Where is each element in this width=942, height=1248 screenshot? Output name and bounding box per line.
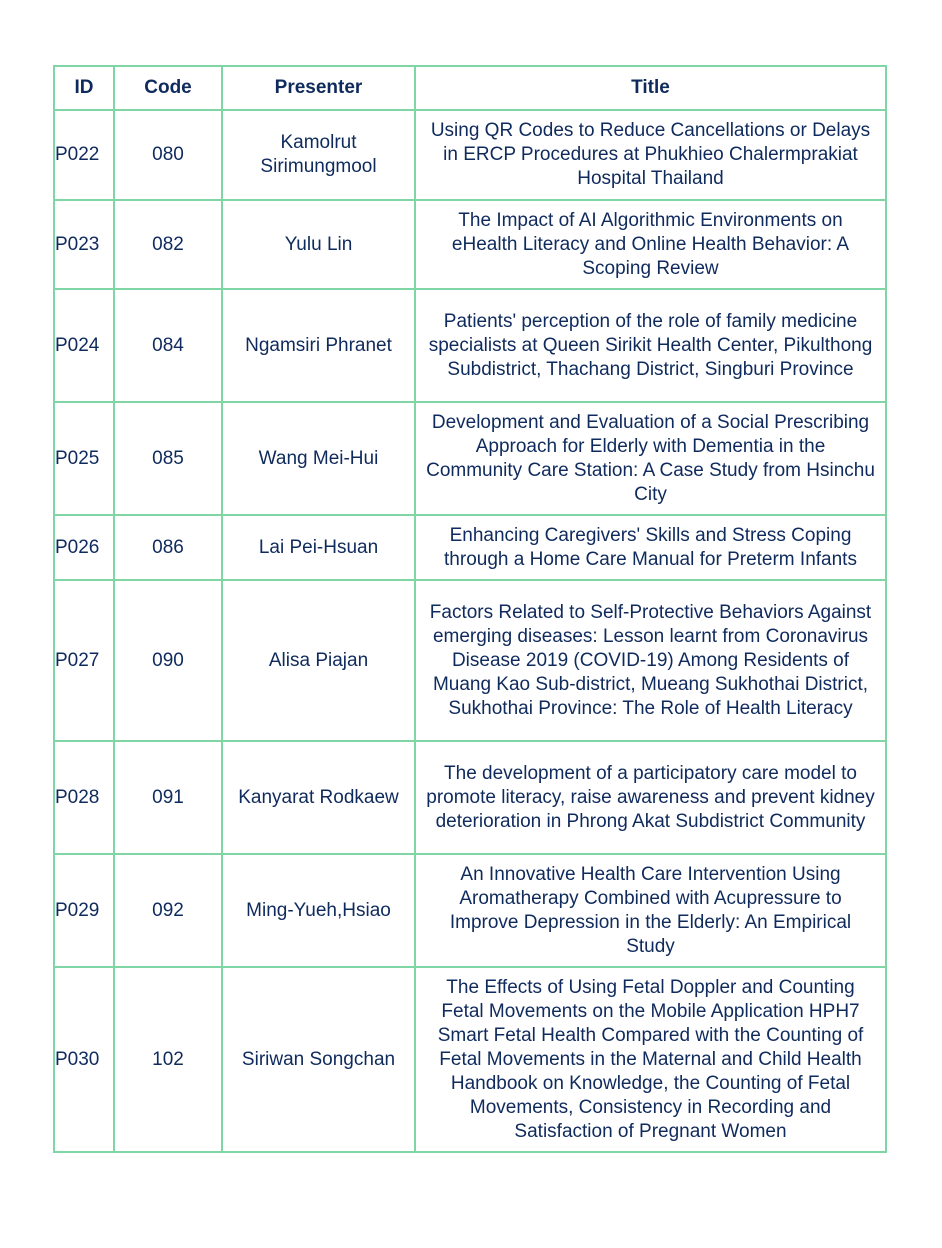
cell-id: P027 (54, 580, 114, 741)
header-code: Code (114, 66, 222, 110)
table-row (54, 515, 886, 580)
cell-code: 090 (114, 580, 222, 741)
table-row (54, 200, 886, 289)
cell-presenter: Wang Mei-Hui (222, 402, 415, 515)
cell-presenter: Ming-Yueh,Hsiao (222, 854, 415, 967)
table-row (54, 402, 886, 515)
cell-presenter: Lai Pei-Hsuan (222, 515, 415, 580)
cell-id: P024 (54, 289, 114, 402)
table-body (54, 110, 886, 1152)
cell-code: 086 (114, 515, 222, 580)
cell-title: An Innovative Health Care Intervention Using Aromatherapy Combined with Acupressure to Improve Depression in the Elderly: An Empirical Study (415, 854, 886, 967)
table-header (54, 66, 886, 110)
cell-code: 080 (114, 110, 222, 200)
cell-title: Factors Related to Self-Protective Behaviors Against emerging diseases: Lesson learnt from Coronavirus Disease 2019 (COVID-19) Among Residents of Muang Kao Sub-district, Mueang Sukhothai District, Sukhothai Province: The Role of Health Literacy (415, 580, 886, 741)
header-title: Title (415, 66, 886, 110)
cell-title: The Effects of Using Fetal Doppler and Counting Fetal Movements on the Mobile Application HPH7 Smart Fetal Health Compared with the Counting of Fetal Movements in the Maternal and Child Health Handbook on Knowledge, the Counting of Fetal Movements, Consistency in Recording and Satisfaction of Pregnant Women (415, 967, 886, 1152)
cell-presenter: Kanyarat Rodkaew (222, 741, 415, 854)
table-row (54, 289, 886, 402)
cell-title: Development and Evaluation of a Social Prescribing Approach for Elderly with Dementia in the Community Care Station: A Case Study from Hsinchu City (415, 402, 886, 515)
header-row (54, 66, 886, 110)
table-row (54, 110, 886, 200)
cell-title: Using QR Codes to Reduce Cancellations or Delays in ERCP Procedures at Phukhieo Chalermprakiat Hospital Thailand (415, 110, 886, 200)
cell-code: 082 (114, 200, 222, 289)
cell-id: P028 (54, 741, 114, 854)
cell-code: 102 (114, 967, 222, 1152)
cell-presenter: Kamolrut Sirimungmool (222, 110, 415, 200)
header-presenter: Presenter (222, 66, 415, 110)
cell-code: 084 (114, 289, 222, 402)
cell-code: 085 (114, 402, 222, 515)
cell-title: The Impact of AI Algorithmic Environments on eHealth Literacy and Online Health Behavior: A Scoping Review (415, 200, 886, 289)
cell-title: The development of a participatory care model to promote literacy, raise awareness and prevent kidney deterioration in Phrong Akat Subdistrict Community (415, 741, 886, 854)
cell-id: P025 (54, 402, 114, 515)
cell-presenter: Ngamsiri Phranet (222, 289, 415, 402)
table-row (54, 854, 886, 967)
cell-id: P026 (54, 515, 114, 580)
cell-id: P022 (54, 110, 114, 200)
cell-presenter: Alisa Piajan (222, 580, 415, 741)
header-id: ID (54, 66, 114, 110)
cell-presenter: Siriwan Songchan (222, 967, 415, 1152)
cell-code: 091 (114, 741, 222, 854)
cell-presenter: Yulu Lin (222, 200, 415, 289)
table-row (54, 741, 886, 854)
cell-id: P029 (54, 854, 114, 967)
cell-code: 092 (114, 854, 222, 967)
cell-title: Patients' perception of the role of family medicine specialists at Queen Sirikit Health Center, Pikulthong Subdistrict, Thachang District, Singburi Province (415, 289, 886, 402)
poster-program-table (53, 65, 887, 1153)
cell-id: P030 (54, 967, 114, 1152)
table-row (54, 967, 886, 1152)
cell-title: Enhancing Caregivers' Skills and Stress Coping through a Home Care Manual for Preterm Infants (415, 515, 886, 580)
cell-id: P023 (54, 200, 114, 289)
table-row (54, 580, 886, 741)
